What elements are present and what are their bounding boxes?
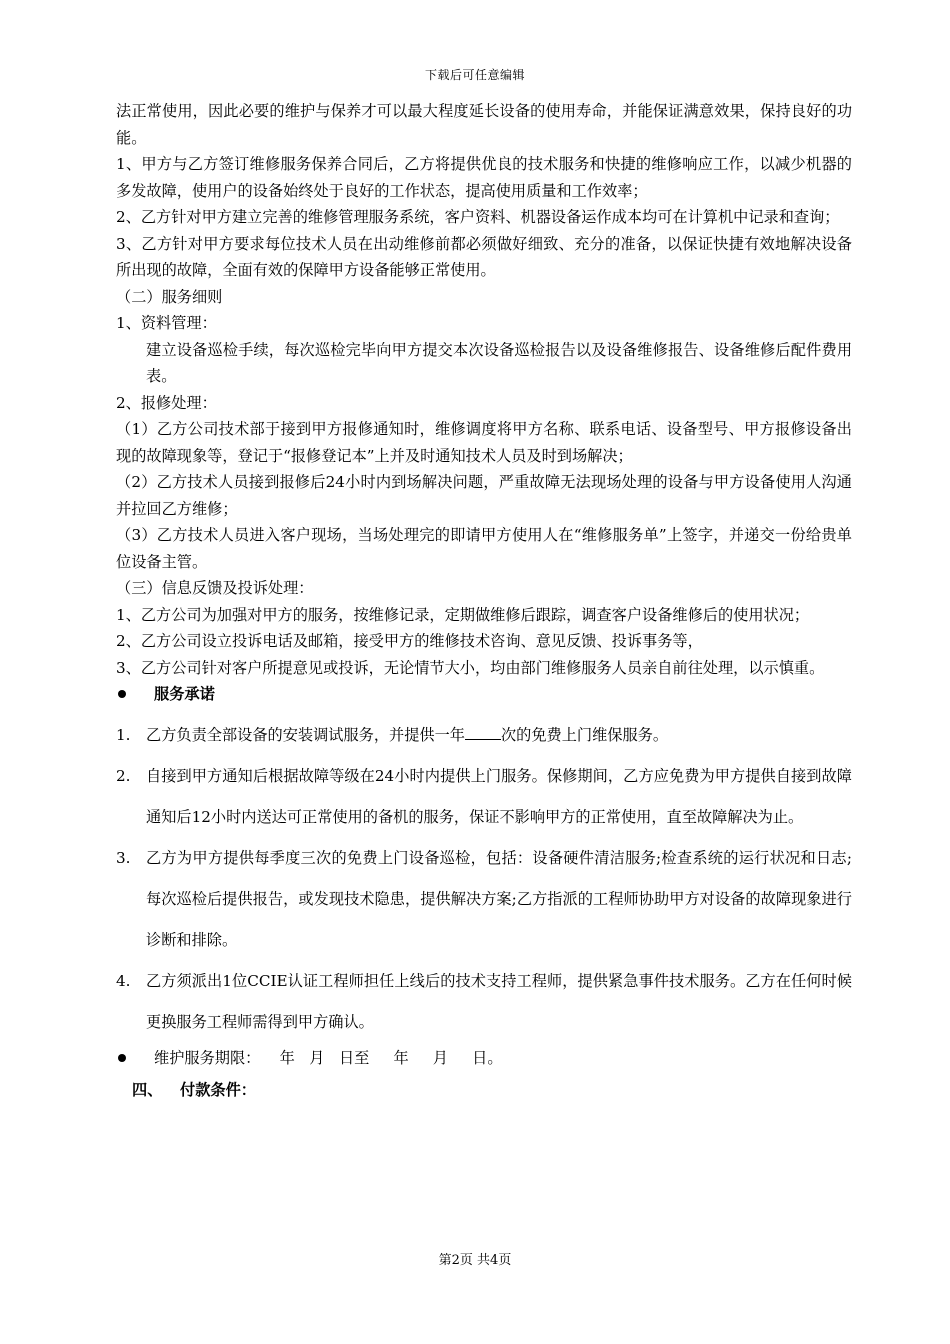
detail-heading: （二）服务细则 [116,287,223,306]
commitment-item-3 [116,838,852,961]
feedback-item-1: 1、乙方公司为加强对甲方的服务，按维修记录，定期做维修后跟踪，调查客户设备维修后的使用状况； [116,605,810,624]
commitment-text: 自接到甲方通知后根据故障等级在24小时内提供上门服务。保修期间，乙方应免费为甲方提供自接到故障通知后12小时内送达可正常使用的备机的服务，保证不影响甲方的正常使用，直至故障解决为止。 [146,767,852,826]
intro-paragraph: 法正常使用，因此必要的维护与保养才可以最大程度延长设备的使用寿命，并能保证满意效果，保持良好的功能。 [116,102,852,147]
commitment-blank-field [465,739,501,740]
section-4-number: 四、 [132,1081,163,1099]
repair-item-1: （1）乙方公司技术部于接到甲方报修通知时，维修调度将甲方名称、联系电话、设备型号、甲方报修设备出现的故障现象等，登记于“报修登记本”上并及时通知技术人员及时到场解决； [116,420,852,465]
commitment-title: 服务承诺 [154,685,215,703]
feedback-item-2: 2、乙方公司设立投诉电话及邮箱，接受甲方的维修技术咨询、意见反馈、投诉事务等， [116,632,703,650]
bullet-dot-icon [118,690,126,698]
page-footer: 第2页 共4页 [438,1253,512,1268]
commitment-number: 4. [116,972,131,990]
commitment-number: 1. [116,726,131,744]
service-period: 维护服务期限： 年 月 日至 年 月 日。 [154,1049,503,1067]
section-4-heading [116,1073,852,1107]
commitment-item-4 [116,961,852,1043]
repair-item-3: （3）乙方技术人员进入客户现场，当场处理完的即请甲方使用人在“维修服务单”上签字，并递交一份给贵单位设备主管。 [116,526,852,571]
point-2: 2、乙方针对甲方建立完善的维修管理服务系统，客户资料、机器设备运作成本均可在计算机中记录和查询； [116,208,840,226]
commitment-title-row [116,681,852,707]
point-1: 1、甲方与乙方签订维修服务保养合同后，乙方将提供优良的技术服务和快捷的维修响应工作，以减少机器的多发故障，使用户的设备始终处于良好的工作状态，提高使用质量和工作效率； [116,155,852,200]
commitment-text-after: 次的免费上门维保服务。 [500,726,668,744]
commitment-number: 3. [116,849,131,867]
commitment-text-before: 乙方负责全部设备的安装调试服务，并提供一年 [146,726,465,744]
records-text: 建立设备巡检手续，每次巡检完毕向甲方提交本次设备巡检报告以及设备维修报告、设备维修后配件费用表。 [146,340,852,385]
commitment-text: 乙方为甲方提供每季度三次的免费上门设备巡检，包括：设备硬件清洁服务;检查系统的运行状况和日志;每次巡检后提供报告，或发现技术隐患，提供解决方案;乙方指派的工程师协助甲方对设备的故障现象进行诊断和排除。 [146,849,852,949]
commitment-number: 2. [116,767,131,785]
commitment-item-2 [116,756,852,838]
section-4-title: 付款条件： [180,1081,256,1099]
feedback-heading: （三）信息反馈及投诉处理： [116,579,314,597]
commitment-text: 乙方须派出1位CCIE认证工程师担任上线后的技术支持工程师，提供紧急事件技术服务。乙方在任何时候更换服务工程师需得到甲方确认。 [146,972,852,1031]
repair-item-2: （2）乙方技术人员接到报修后24小时内到场解决问题，严重故障无法现场处理的设备与甲方设备使用人沟通并拉回乙方维修； [116,473,852,518]
document-body [116,98,852,1107]
records-heading: 1、资料管理： [116,314,217,332]
service-period-row [116,1043,852,1073]
repair-heading: 2、报修处理： [116,393,217,412]
page-header: 下载后可任意编辑 [424,68,525,82]
bullet-dot-icon [118,1054,126,1062]
commitment-item-1 [116,715,852,756]
point-3: 3、乙方针对甲方要求每位技术人员在出动维修前都必须做好细致、充分的准备，以保证快捷有效地解决设备所出现的故障，全面有效的保障甲方设备能够正常使用。 [116,234,852,279]
feedback-item-3: 3、乙方公司针对客户所提意见或投诉，无论情节大小，均由部门维修服务人员亲自前往处理，以示慎重。 [116,658,825,677]
